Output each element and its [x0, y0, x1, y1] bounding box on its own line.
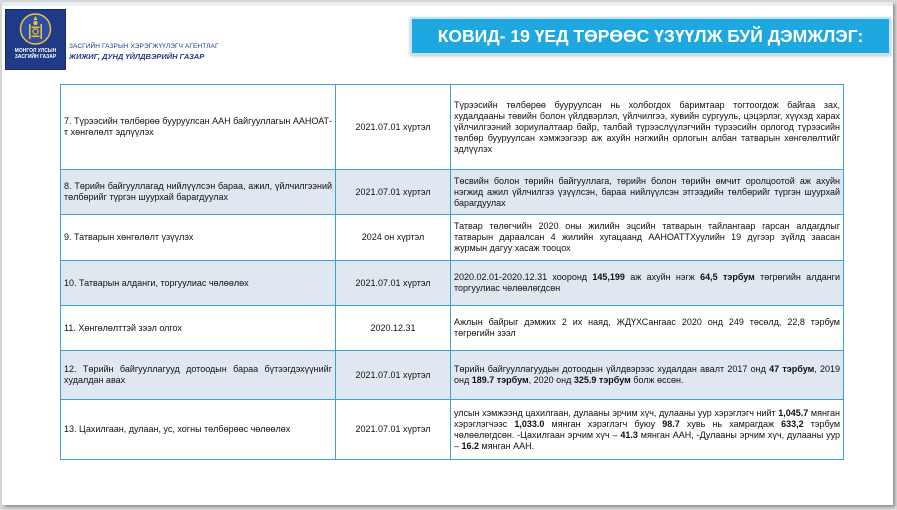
support-measures-table: [60, 84, 844, 460]
desc-text: тэрбум чөлөөлөгдсөн. -Цахилгаан эрчим хүч –: [454, 418, 841, 440]
desc-highlight: 98.7: [662, 418, 680, 429]
deadline-cell: 2021.07.01 хүртэл: [336, 261, 451, 306]
table-row: [61, 215, 844, 261]
action-cell: 7. Түрээсийн төлбөрөө бууруулсан ААН байгууллагын ААНОАТ-т хөнгөлөлт эдлүүлэх: [61, 85, 336, 170]
action-cell: 12. Төрийн байгууллагууд дотоодын бараа бүтээгдэхүүнийг худалдан авах: [61, 351, 336, 400]
table-row: [61, 351, 844, 400]
logo-line2: ЗАСГИЙН ГАЗАР: [14, 54, 57, 60]
desc-text: мянган ААН.: [479, 440, 535, 451]
desc-text: , 2019 онд: [454, 364, 840, 385]
desc-highlight: 16.2: [461, 440, 480, 451]
desc-text: улсын хэмжээнд цахилгаан, дулааны эрчим хүч, дулааны уур хэрэглэгч нийт: [454, 407, 779, 418]
agency-name-line2: ЖИЖИГ, ДУНД ҮЙЛДВЭРИЙН ГАЗАР: [69, 52, 205, 61]
deadline-cell: 2021.07.01 хүртэл: [336, 351, 451, 400]
desc-text: , 2020 онд: [528, 375, 574, 385]
table-row: [61, 170, 844, 215]
desc-text: төгрөгийн алданги торгуулиас чөлөөлөгдсөн: [454, 272, 840, 293]
description-cell: Татвар төлөгчийн 2020 оны жилийн эцсийн татварын тайлангаар гарсан алдагдлыг татварын дараалсан 4 жилийн хугацаанд ААНОАТТХуулийн 19 дүгээр зүйлд заасан журмын дагуу хасаж тооцох: [451, 215, 844, 261]
deadline-cell: 2021.07.01 хүртэл: [336, 170, 451, 215]
desc-text: мянган хэрэглэгч буюу: [544, 418, 663, 429]
desc-highlight: 64,5 тэрбум: [700, 272, 755, 282]
desc-highlight: 189.7 тэрбум: [471, 375, 529, 385]
deadline-cell: 2024 он хүртэл: [336, 215, 451, 261]
action-cell: 9. Татварын хөнгөлөлт үзүүлэх: [61, 215, 336, 261]
government-logo: [5, 9, 66, 70]
desc-text: хувь нь хамрагдаж: [679, 418, 782, 429]
action-cell: 11. Хөнгөлөлттэй зээл олгох: [61, 306, 336, 351]
description-cell: Төсвийн болон төрийн байгууллага, төрийн болон төрийн өмчит оролцоотой аж ахуйн нэгжид ажил үйлчилгээ үзүүлсэн, бараа нийлүүлсэн этгээдийн төлбөрийг түргэн шуурхай барагдуулах: [451, 170, 844, 215]
action-cell: 10. Татварын алданги, торгуулиас чөлөөлөх: [61, 261, 336, 306]
deadline-cell: 2021.07.01 хүртэл: [336, 400, 451, 460]
desc-highlight: 145,199: [592, 272, 625, 282]
soyombo-emblem-icon: [6, 10, 65, 50]
desc-highlight: 325.9 тэрбум: [573, 375, 631, 385]
description-cell: [451, 261, 844, 306]
desc-highlight: 1,045.7: [778, 407, 809, 418]
desc-text: Төрийн байгууллагуудын дотоодын үйлдвэрээс худалдан авалт 2017 онд: [454, 364, 770, 374]
desc-highlight: 47 тэрбум: [769, 364, 815, 374]
logo-caption: [6, 48, 65, 60]
desc-text: 2020.02.01-2020.12.31 хооронд: [454, 272, 593, 282]
desc-highlight: 41.3: [620, 429, 638, 440]
description-cell: Ажлын байрыг дэмжих 2 их наяд, ЖДҮХСангаас 2020 онд 249 төсөлд, 22,8 тэрбум төгрөгийн зээл: [451, 306, 844, 351]
description-cell: [451, 400, 844, 460]
desc-text: болж өссөн.: [630, 375, 684, 385]
table-row: [61, 261, 844, 306]
description-cell: Түрээсийн төлбөрөө бууруулсан нь холбогдох баримтаар тогтоогдож байгаа зах, худалдааны төвийн болон үйлдвэрлэл, үйлчилгээ, хувийн сургууль, цэцэрлэг, хүүхэд харах үйлчилгээний зориулалтаар байр, талбай түрээслүүлэгчийн түрээсийн орлогод түрээсийн төлбөр бууруулсан хэмжээгээр аж ахуйн нэгжийн орлогын албан татварын хөнгөлөлтийг эдлүүлэх: [451, 85, 844, 170]
desc-text: аж ахуйн нэгж: [624, 272, 701, 282]
description-cell: [451, 351, 844, 400]
table-row: [61, 400, 844, 460]
agency-name-line1: ЗАСГИЙН ГАЗРЫН ХЭРЭГЖҮҮЛЭГЧ АГЕНТЛАГ: [69, 43, 219, 50]
deadline-cell: 2021.07.01 хүртэл: [336, 85, 451, 170]
action-cell: 8. Төрийн байгууллагад нийлүүлсэн бараа, ажил, үйлчилгээний төлбөрийг түргэн шуурхай барагдуулах: [61, 170, 336, 215]
desc-highlight: 1,033.0: [514, 418, 545, 429]
desc-text: мянган ААН, -Дулааны эрчим хүч, дулааны уур –: [454, 429, 840, 451]
deadline-cell: 2020.12.31: [336, 306, 451, 351]
slide-title: КОВИД- 19 ҮЕД ТӨРӨӨС ҮЗҮҮЛЖ БУЙ ДЭМЖЛЭГ:: [410, 17, 891, 55]
desc-text: мянган хэрэглэгчээс: [454, 407, 840, 429]
action-cell: 13. Цахилгаан, дулаан, ус, хогны төлбөрөөс чөлөөлөх: [61, 400, 336, 460]
slide: [2, 2, 893, 505]
table-row: [61, 85, 844, 170]
desc-highlight: 633,2: [781, 418, 804, 429]
logo-line1: МОНГОЛ УЛСЫН: [14, 48, 57, 54]
top-strip: [2, 2, 893, 6]
table-row: [61, 306, 844, 351]
